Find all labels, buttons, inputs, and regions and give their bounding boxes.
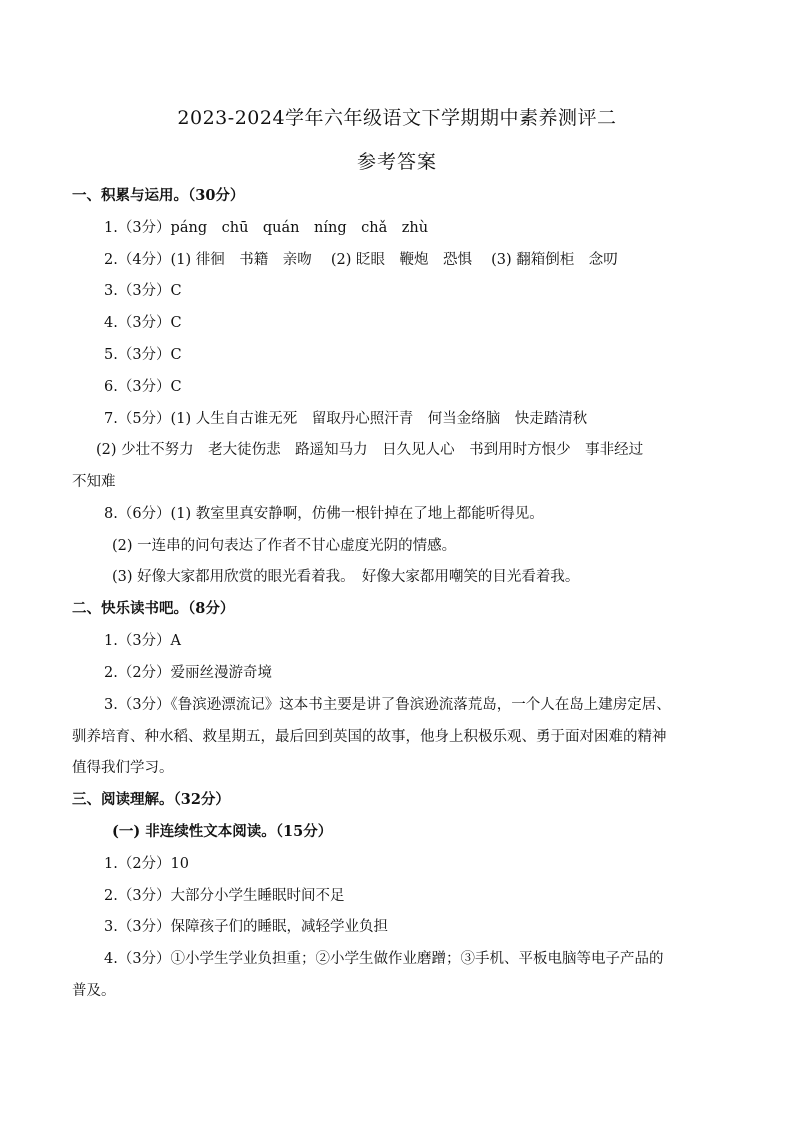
answer-line: 6.（3分）C [104,379,182,395]
answer-line: 值得我们学习。 [72,760,174,776]
answer-line: 1.（3分）A [104,633,182,649]
answer-line: 不知难 [72,474,116,490]
section-heading-2: 二、快乐读书吧。（8分） [72,600,235,617]
answer-line: 2.（2分）爱丽丝漫游奇境 [104,665,273,681]
answer-line: 2.（4分）(1) 徘徊 书籍 亲吻 (2) 眨眼 鞭炮 恐惧 (3) 翻箱倒柜 念叨 [104,252,618,268]
answer-line: 3.（3分）《鲁滨逊漂流记》这本书主要是讲了鲁滨逊流落荒岛，一个人在岛上建房定居、 [104,697,671,713]
answer-line: (2) 一连串的问句表达了作者不甘心虚度光阴的情感。 [112,538,457,554]
answer-line: 驯养培育、种水稻、救星期五，最后回到英国的故事，他身上积极乐观、勇于面对困难的精神 [72,729,667,745]
answer-line: 4.（3分）①小学生学业负担重；②小学生做作业磨蹭；③手机、平板电脑等电子产品的 [104,951,664,967]
answer-line: 8.（6分）(1) 教室里真安静啊，仿佛一根针掉在了地上都能听得见。 [104,506,544,522]
answer-line: (2) 少壮不努力 老大徒伤悲 路遥知马力 日久见人心 书到用时方恨少 事非经过 [96,442,644,458]
page-title: 2023-2024学年六年级语文下学期期中素养测评二 [177,107,617,129]
answer-line: 3.（3分）保障孩子们的睡眠，减轻学业负担 [104,919,389,935]
answer-line: 4.（3分）C [104,315,182,331]
subsection-heading: (一) 非连续性文本阅读。（15分） [112,823,333,840]
answer-line: 3.（3分）C [104,283,182,299]
answer-line: (3) 好像大家都用欣赏的眼光看着我。 好像大家都用嘲笑的目光看着我。 [112,569,580,585]
answer-line: 普及。 [72,983,116,999]
answer-line: 1.（2分）10 [104,856,190,872]
section-heading-3: 三、阅读理解。（32分） [72,791,230,808]
answer-line: 1.（3分）páng chū quán níng chǎ zhù [104,220,429,236]
section-heading-1: 一、积累与运用。（30分） [72,187,245,204]
answer-line: 2.（3分）大部分小学生睡眠时间不足 [104,888,345,904]
answer-line: 5.（3分）C [104,347,182,363]
page-subtitle: 参考答案 [356,151,437,173]
answer-line: 7.（5分）(1) 人生自古谁无死 留取丹心照汗青 何当金络脑 快走踏清秋 [104,411,588,427]
